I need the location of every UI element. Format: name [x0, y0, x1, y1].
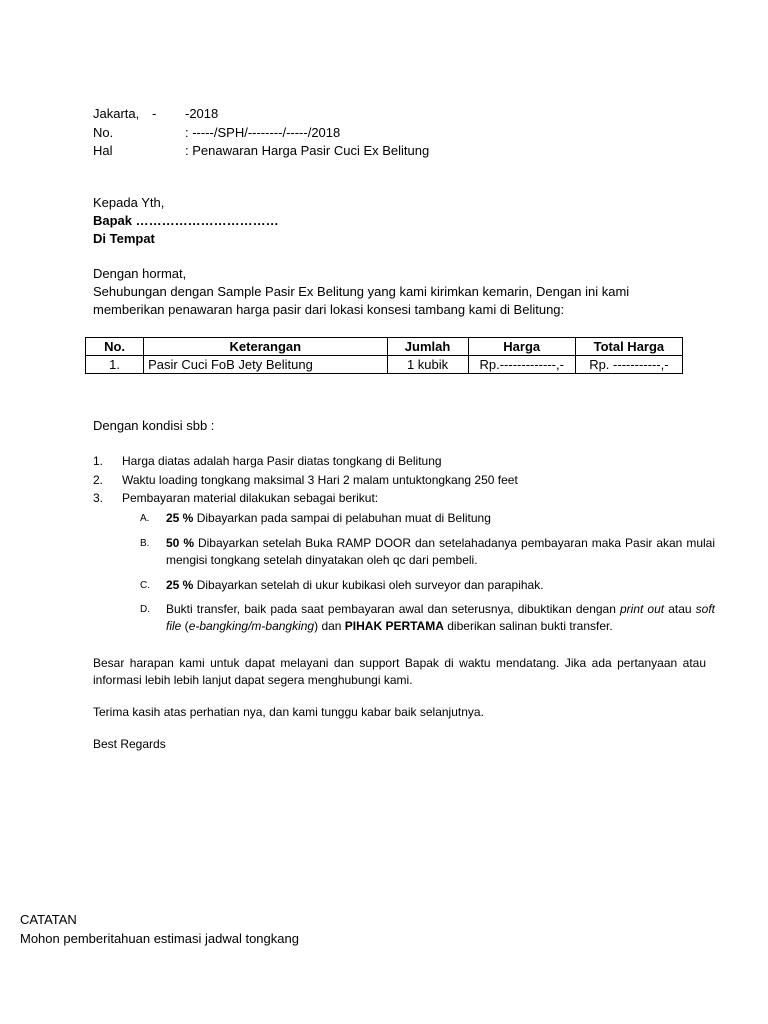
- number-value: : -----/SPH/--------/-----/2018: [185, 125, 341, 140]
- note-title: CATATAN: [20, 912, 77, 927]
- payment-item-a: [140, 510, 715, 527]
- header-price: Harga: [468, 338, 575, 356]
- condition-number: 1.: [93, 454, 104, 468]
- date-year: -2018: [185, 106, 219, 121]
- cell-no: 1.: [86, 356, 144, 374]
- item-text: diberikan salinan bukti transfer.: [443, 619, 613, 633]
- item-percent: 25 %: [166, 578, 194, 592]
- condition-number: 3.: [93, 491, 104, 505]
- condition-number: 2.: [93, 473, 104, 487]
- item-text: Bukti transfer, baik pada saat pembayaran awal dan seterusnya, dibuktikan dengan: [166, 602, 620, 616]
- table-row: [86, 356, 683, 374]
- item-text: Dibayarkan setelah di ukur kubikasi oleh surveyor dan parapihak.: [193, 578, 544, 592]
- item-letter: C.: [140, 580, 150, 591]
- date-dash: -: [152, 106, 157, 121]
- subject-label: Hal: [93, 143, 113, 158]
- item-party: PIHAK PERTAMA: [344, 619, 444, 633]
- condition-text: Pembayaran material dilakukan sebagai berikut:: [122, 491, 379, 505]
- condition-text: Harga diatas adalah harga Pasir diatas tongkang di Belitung: [122, 454, 442, 468]
- item-emphasis: print out: [619, 602, 665, 616]
- number-label: No.: [93, 125, 114, 140]
- item-text: Dibayarkan pada sampai di pelabuhan muat di Belitung: [193, 511, 491, 525]
- cell-price: Rp.-------------,-: [468, 356, 575, 374]
- recipient-place: Di Tempat: [93, 231, 155, 246]
- note-text: Mohon pemberitahuan estimasi jadwal tongkang: [20, 931, 299, 946]
- closing-paragraph: Besar harapan kami untuk dapat melayani dan support Bapak di waktu mendatang. Jika ada pertanyaan atau informasi lebih lebih lanjut dapat segera menghubungi kami.: [93, 656, 706, 687]
- subject-value: : Penawaran Harga Pasir Cuci Ex Belitung: [185, 143, 430, 158]
- item-text: ) dan: [314, 619, 345, 633]
- cell-total: Rp. -----------,-: [575, 356, 682, 374]
- item-text: (: [181, 619, 189, 633]
- header-no: No.: [86, 338, 144, 356]
- payment-item-b: [140, 535, 715, 569]
- sign-off: Best Regards: [93, 737, 166, 751]
- item-letter: A.: [140, 513, 150, 524]
- thanks-paragraph: Terima kasih atas perhatian nya, dan kami tunggu kabar baik selanjutnya.: [93, 705, 484, 719]
- condition-text: Waktu loading tongkang maksimal 3 Hari 2 malam untuktongkang 250 feet: [122, 473, 518, 487]
- payment-item-c: [140, 577, 715, 594]
- cell-quantity: 1 kubik: [387, 356, 468, 374]
- recipient-name: Bapak ……………………………: [93, 213, 279, 228]
- salutation: Dengan hormat,: [93, 266, 187, 281]
- recipient-greeting: Kepada Yth,: [93, 195, 165, 210]
- header-total: Total Harga: [575, 338, 682, 356]
- payment-item-d: [140, 601, 715, 635]
- item-percent: 25 %: [166, 511, 194, 525]
- header-quantity: Jumlah: [387, 338, 468, 356]
- cell-description: Pasir Cuci FoB Jety Belitung: [144, 356, 387, 374]
- intro-line-2: memberikan penawaran harga pasir dari lokasi konsesi tambang kami di Belitung:: [93, 302, 565, 317]
- date-label: Jakarta,: [93, 106, 140, 121]
- item-text: Dibayarkan setelah Buka RAMP DOOR dan setelahadanya pembayaran maka Pasir akan mulai mengisi tongkang setelah dinyatakan oleh qc dari pembeli.: [166, 536, 715, 567]
- offer-table: [85, 337, 683, 374]
- item-letter: D.: [140, 604, 150, 615]
- conditions-heading: Dengan kondisi sbb :: [93, 418, 215, 433]
- item-letter: B.: [140, 538, 150, 549]
- item-text: atau: [664, 602, 696, 616]
- table-header-row: [86, 338, 683, 356]
- header-description: Keterangan: [144, 338, 387, 356]
- item-emphasis: soft file: [166, 602, 715, 633]
- item-emphasis: e-bangking/m-bangking: [188, 619, 315, 633]
- intro-line-1: Sehubungan dengan Sample Pasir Ex Belitung yang kami kirimkan kemarin, Dengan ini kami: [93, 284, 630, 299]
- item-percent: 50 %: [166, 536, 194, 550]
